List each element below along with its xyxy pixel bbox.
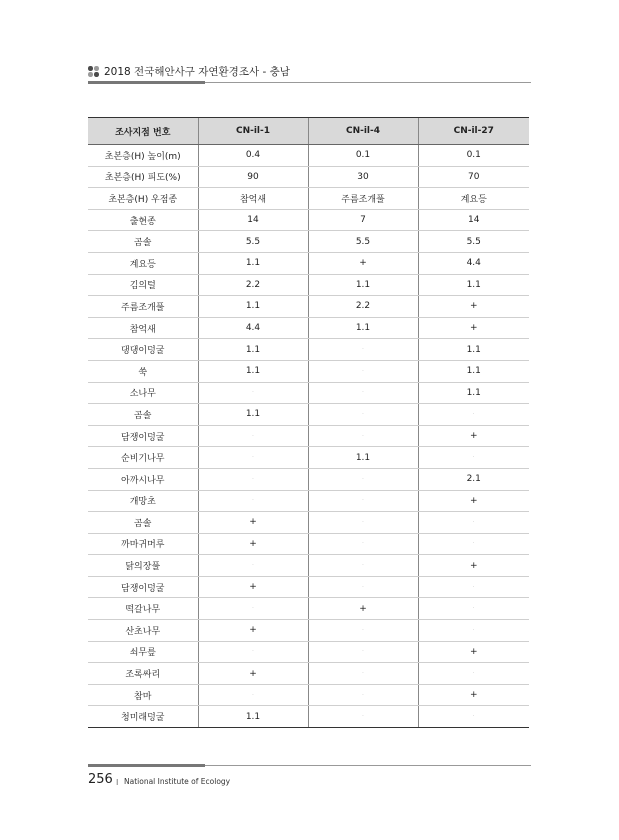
value-cell: · xyxy=(198,641,308,663)
species-cell: 까마귀머루 xyxy=(88,533,198,555)
value-cell: · xyxy=(308,620,418,642)
value-cell: 5.5 xyxy=(418,231,529,253)
value-cell: 0.4 xyxy=(198,145,308,167)
value-cell: 7 xyxy=(308,209,418,231)
value-cell: 1.1 xyxy=(418,274,529,296)
table-row xyxy=(88,620,529,642)
value-cell: 1.1 xyxy=(418,382,529,404)
value-cell: · xyxy=(198,447,308,469)
value-cell: + xyxy=(418,490,529,512)
footer-rule-accent xyxy=(88,764,205,767)
table-row xyxy=(88,512,529,534)
value-cell: 주름조개풀 xyxy=(308,188,418,210)
value-cell: · xyxy=(418,404,529,426)
value-cell: + xyxy=(308,252,418,274)
table-row xyxy=(88,641,529,663)
value-cell: 70 xyxy=(418,166,529,188)
table-row xyxy=(88,404,529,426)
value-cell: 0.1 xyxy=(418,145,529,167)
value-cell: 5.5 xyxy=(308,231,418,253)
species-cell: 참마 xyxy=(88,684,198,706)
value-cell: · xyxy=(308,339,418,361)
value-cell: · xyxy=(308,706,418,728)
value-cell: · xyxy=(198,468,308,490)
value-cell: · xyxy=(198,555,308,577)
species-cell: 초본층(H) 피도(%) xyxy=(88,166,198,188)
value-cell: · xyxy=(418,533,529,555)
value-cell: · xyxy=(308,663,418,685)
value-cell: · xyxy=(418,576,529,598)
value-cell: + xyxy=(418,641,529,663)
species-cell: 순비기나무 xyxy=(88,447,198,469)
table-row xyxy=(88,425,529,447)
value-cell: 5.5 xyxy=(198,231,308,253)
value-cell: 30 xyxy=(308,166,418,188)
value-cell: · xyxy=(418,447,529,469)
value-cell: 1.1 xyxy=(198,360,308,382)
species-cell: 초본층(H) 우점종 xyxy=(88,188,198,210)
table-row xyxy=(88,447,529,469)
value-cell: 4.4 xyxy=(418,252,529,274)
species-cell: 주름조개풀 xyxy=(88,296,198,318)
value-cell: · xyxy=(308,555,418,577)
column-header: CN-il-27 xyxy=(418,118,529,145)
table-row xyxy=(88,231,529,253)
table-row xyxy=(88,663,529,685)
species-cell: 초본층(H) 높이(m) xyxy=(88,145,198,167)
value-cell: · xyxy=(308,576,418,598)
page-number: 256 xyxy=(88,772,113,787)
species-cell: 떡갈나무 xyxy=(88,598,198,620)
value-cell: · xyxy=(308,468,418,490)
table-row xyxy=(88,317,529,339)
value-cell: · xyxy=(198,425,308,447)
value-cell: 2.1 xyxy=(418,468,529,490)
value-cell: 90 xyxy=(198,166,308,188)
table-row xyxy=(88,360,529,382)
value-cell: + xyxy=(198,663,308,685)
species-cell: 댕댕이덩굴 xyxy=(88,339,198,361)
species-cell: 아까시나무 xyxy=(88,468,198,490)
value-cell: 14 xyxy=(198,209,308,231)
header-rule-accent xyxy=(88,81,205,84)
header-dots-icon xyxy=(88,66,99,77)
value-cell: · xyxy=(198,382,308,404)
value-cell: · xyxy=(308,382,418,404)
value-cell: · xyxy=(418,620,529,642)
value-cell: · xyxy=(198,490,308,512)
value-cell: 계요등 xyxy=(418,188,529,210)
species-cell: 참억새 xyxy=(88,317,198,339)
value-cell: 4.4 xyxy=(198,317,308,339)
species-cell: 계요등 xyxy=(88,252,198,274)
value-cell: · xyxy=(198,684,308,706)
value-cell: · xyxy=(418,598,529,620)
value-cell: · xyxy=(308,404,418,426)
table-row xyxy=(88,339,529,361)
value-cell: 참억새 xyxy=(198,188,308,210)
table-row xyxy=(88,274,529,296)
table-row xyxy=(88,252,529,274)
value-cell: · xyxy=(198,598,308,620)
value-cell: · xyxy=(418,512,529,534)
value-cell: + xyxy=(418,425,529,447)
column-header: CN-il-4 xyxy=(308,118,418,145)
value-cell: · xyxy=(418,663,529,685)
value-cell: · xyxy=(308,425,418,447)
value-cell: 14 xyxy=(418,209,529,231)
value-cell: · xyxy=(308,512,418,534)
species-cell: 곰솔 xyxy=(88,404,198,426)
value-cell: 2.2 xyxy=(308,296,418,318)
value-cell: 1.1 xyxy=(198,404,308,426)
species-cell: 담쟁이덩굴 xyxy=(88,576,198,598)
value-cell: · xyxy=(308,641,418,663)
table-row xyxy=(88,533,529,555)
species-cell: 개망초 xyxy=(88,490,198,512)
table-row xyxy=(88,490,529,512)
value-cell: · xyxy=(418,706,529,728)
value-cell: + xyxy=(198,620,308,642)
species-cell: 곰솔 xyxy=(88,512,198,534)
value-cell: · xyxy=(308,490,418,512)
table-header-row xyxy=(88,118,529,145)
species-cell: 산초나무 xyxy=(88,620,198,642)
value-cell: 2.2 xyxy=(198,274,308,296)
value-cell: 1.1 xyxy=(418,360,529,382)
value-cell: 1.1 xyxy=(308,317,418,339)
value-cell: + xyxy=(418,684,529,706)
table-row xyxy=(88,555,529,577)
column-header: 조사지점 번호 xyxy=(88,118,198,145)
value-cell: 1.1 xyxy=(308,447,418,469)
vegetation-table xyxy=(88,117,529,728)
value-cell: + xyxy=(418,296,529,318)
value-cell: 1.1 xyxy=(198,252,308,274)
table-row xyxy=(88,296,529,318)
species-cell: 조록싸리 xyxy=(88,663,198,685)
species-cell: 출현종 xyxy=(88,209,198,231)
species-cell: 쑥 xyxy=(88,360,198,382)
table-row xyxy=(88,188,529,210)
value-cell: 1.1 xyxy=(418,339,529,361)
value-cell: + xyxy=(198,512,308,534)
species-cell: 쇠무릎 xyxy=(88,641,198,663)
species-cell: 담쟁이덩굴 xyxy=(88,425,198,447)
species-cell: 소나무 xyxy=(88,382,198,404)
value-cell: · xyxy=(308,684,418,706)
footer-organization: National Institute of Ecology xyxy=(124,777,231,786)
table-row xyxy=(88,684,529,706)
table-row xyxy=(88,576,529,598)
table-row xyxy=(88,382,529,404)
value-cell: 1.1 xyxy=(198,296,308,318)
footer-separator: I xyxy=(116,778,119,787)
header-title: 2018 전국해안사구 자연환경조사 - 충남 xyxy=(104,66,290,78)
value-cell: + xyxy=(418,317,529,339)
value-cell: 0.1 xyxy=(308,145,418,167)
value-cell: · xyxy=(308,533,418,555)
value-cell: 1.1 xyxy=(198,706,308,728)
value-cell: + xyxy=(308,598,418,620)
table-row xyxy=(88,468,529,490)
species-cell: 닭의장풀 xyxy=(88,555,198,577)
table-row xyxy=(88,706,529,728)
value-cell: + xyxy=(418,555,529,577)
species-cell: 곰솔 xyxy=(88,231,198,253)
value-cell: + xyxy=(198,533,308,555)
column-header: CN-il-1 xyxy=(198,118,308,145)
value-cell: + xyxy=(198,576,308,598)
table-row xyxy=(88,209,529,231)
table-row xyxy=(88,145,529,167)
species-cell: 김의털 xyxy=(88,274,198,296)
table-row xyxy=(88,166,529,188)
value-cell: 1.1 xyxy=(198,339,308,361)
value-cell: · xyxy=(308,360,418,382)
species-cell: 청미래덩굴 xyxy=(88,706,198,728)
table-row xyxy=(88,598,529,620)
value-cell: 1.1 xyxy=(308,274,418,296)
